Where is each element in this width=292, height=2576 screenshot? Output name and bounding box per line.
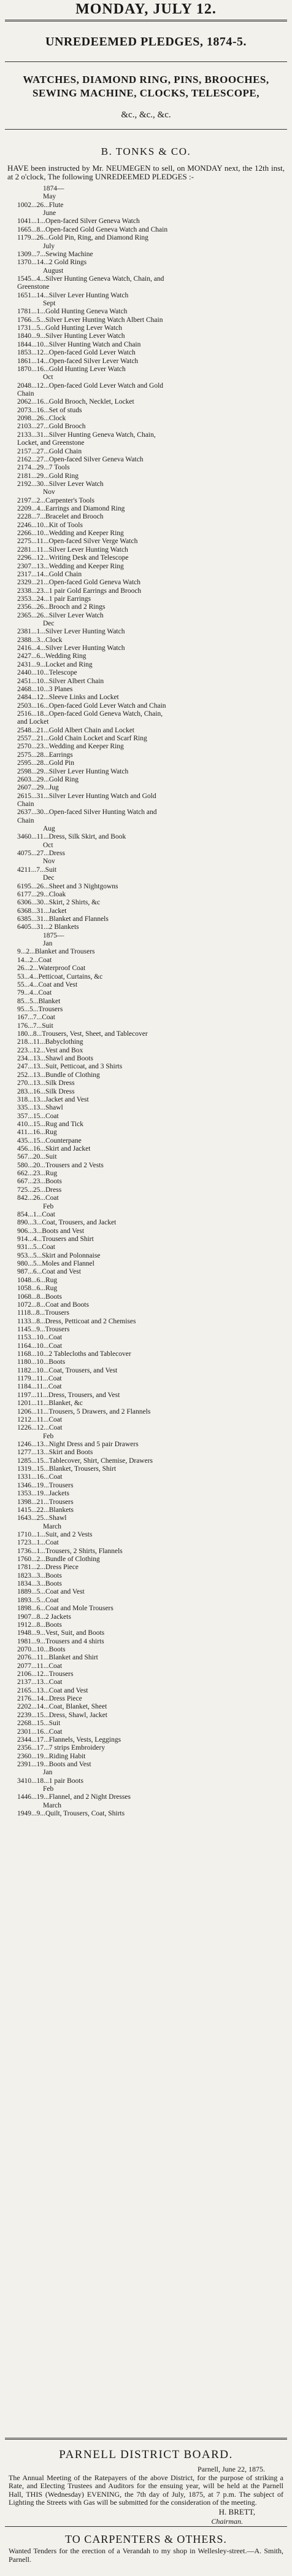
list-item: 2197...2...Carpenter's Tools (17, 496, 94, 504)
carpenters-body: Wanted Tenders for the erection of a Verandah to my shop in Wellesley-street.—A. Smith, Parnell. (9, 2546, 283, 2564)
list-item: 2157...27...Gold Chain (17, 447, 82, 455)
list-period-heading: Nov (43, 858, 55, 866)
list-item: 1731...5...Gold Hunting Lever Watch (17, 324, 123, 332)
list-item: 2228...7...Bracelet and Brooch (17, 513, 104, 521)
list-item: 2165...13...Coat and Vest (17, 1686, 88, 1694)
list-period-heading: Dec (43, 874, 55, 882)
list-period-heading: Aug (43, 825, 55, 833)
list-item: 1781...2...Dress Piece (17, 1564, 79, 1572)
list-item: 1912...8...Boots (17, 1621, 62, 1629)
list-item: 2516...18...Open-faced Gold Geneva Watch, Chain, (17, 710, 163, 718)
list-item: 1285...15...Tablecover, Shirt, Chemise, Drawers (17, 1457, 153, 1465)
list-item: 1823...3...Boots (17, 1572, 62, 1580)
list-item: 6177...29...Cloak (17, 890, 66, 898)
list-period-heading: Feb (43, 1202, 54, 1210)
list-item: 357...15...Coat (17, 1112, 59, 1120)
list-period-heading: Jan (43, 940, 53, 948)
list-item: 2307...13...Wedding and Keeper Ring (17, 562, 124, 570)
firm-name: B. TONKS & CO. (101, 146, 191, 157)
list-item: 270...13...Silk Dress (17, 1079, 75, 1087)
list-item: 1710...1...Suit, and 2 Vests (17, 1530, 93, 1538)
list-item: 2073...16...Set of studs (17, 406, 82, 414)
list-period-heading: 1875— (43, 931, 64, 939)
list-item: 1844...10...Silver Hunting Watch and Chain (17, 340, 141, 348)
list-item: 1179...11...Coat (17, 1375, 62, 1383)
masthead-date: MONDAY, JULY 12. (75, 1, 217, 17)
list-period-heading: March (43, 1801, 62, 1809)
list-item: 2106...12...Trousers (17, 1670, 74, 1678)
list-item: 2607...29...Jug (17, 784, 59, 792)
list-period-heading: Oct (43, 841, 53, 849)
list-item: 2133...31...Silver Hunting Geneva Watch, Chain, (17, 431, 156, 439)
list-item: 1766...5...Silver Lever Hunting Watch Albert Chain (17, 316, 163, 324)
list-item: 2338...23...1 pair Gold Earrings and Brooch (17, 587, 142, 595)
list-item: 2365...26...Silver Lever Watch (17, 611, 104, 619)
list-item: Chain (17, 390, 34, 397)
list-item: 1643...25...Shawl (17, 1514, 67, 1522)
list-item: 1002...26...Flute (17, 201, 64, 209)
list-item: 2317...14...Gold Chain (17, 570, 82, 578)
list-item: 1164...10...Coat (17, 1342, 63, 1350)
list-item: 1206...11...Trousers, 5 Drawers, and 2 Flannels (17, 1407, 151, 1415)
list-item: 85...5...Blanket (17, 997, 61, 1005)
list-item: 435...15...Counterpane (17, 1137, 82, 1145)
list-item: 2176...14...Dress Piece (17, 1695, 82, 1703)
list-item: 2575...28...Earrings (17, 751, 73, 759)
list-item: 987...6...Coat and Vest (17, 1268, 81, 1276)
carpenters-title: TO CARPENTERS & OTHERS. (65, 2532, 227, 2545)
list-item: 1246...13...Night Dress and 5 pair Drawers (17, 1440, 139, 1448)
list-item: 1353...19...Jackets (17, 1490, 69, 1498)
list-item: 1048...6...Rug (17, 1276, 58, 1284)
list-item: 2381...1...Silver Lever Hunting Watch (17, 628, 125, 636)
list-item: 1058...6...Rug (17, 1285, 58, 1293)
list-item: 6195...26...Sheet and 3 Nightgowns (17, 882, 118, 890)
list-item: 167...7...Coat (17, 1014, 55, 1022)
list-item: 2076...11...Blanket and Shirt (17, 1654, 98, 1662)
list-item: 2296...12...Writing Desk and Telescope (17, 554, 129, 562)
list-item: 1949...9...Quilt, Trousers, Coat, Shirts (17, 1810, 125, 1818)
list-item: 1197...11...Dress, Trousers, and Vest (17, 1391, 120, 1399)
list-item: 1665...8...Open-faced Gold Geneva Watch and Chain (17, 225, 168, 233)
list-item: 2451...10...Silver Albert Chain (17, 677, 104, 685)
list-item: 1834...3...Boots (17, 1580, 62, 1588)
list-item: 176...7...Suit (17, 1022, 53, 1030)
list-item: 2266...10...Wedding and Keeper Ring (17, 530, 124, 538)
list-item: 410...15...Rug and Tick (17, 1120, 83, 1128)
list-item: 1072...8...Coat and Boots (17, 1301, 89, 1309)
list-item: 2484...12...Sleeve Links and Locket (17, 694, 119, 702)
list-period-heading: August (43, 267, 64, 275)
list-item: 1331...16...Coat (17, 1473, 63, 1481)
list-item: 2103...27...Gold Brooch (17, 423, 86, 431)
list-item: 953...5...Skirt and Polonnaise (17, 1251, 101, 1259)
list-period-heading: 1874— (43, 185, 64, 192)
list-item: 2209...4...Earrings and Diamond Ring (17, 505, 125, 513)
board-signer: H. BRETT, (218, 2507, 255, 2516)
list-item: 2427...6...Wedding Ring (17, 652, 86, 660)
list-item: 1319...15...Blanket, Trousers, Shirt (17, 1465, 117, 1473)
list-item: 247...13...Suit, Petticoat, and 3 Shirts (17, 1063, 123, 1071)
list-item: 4211...7...Suit (17, 866, 57, 874)
list-item: 456...16...Skirt and Jacket (17, 1145, 91, 1153)
board-title: PARNELL DISTRICT BOARD. (59, 2448, 233, 2461)
list-item: Chain (17, 800, 34, 808)
list-item: 283...16...Silk Dress (17, 1087, 75, 1095)
list-item: 6385...31...Blanket and Flannels (17, 915, 109, 923)
list-item: 1398...21...Trousers (17, 1498, 74, 1506)
list-item: 2360...19...Riding Habit (17, 1752, 86, 1760)
list-item: 2098...26...Clock (17, 415, 66, 423)
list-item: 906...3...Boots and Vest (17, 1227, 85, 1235)
list-item: 1889...5...Coat and Vest (17, 1588, 85, 1596)
list-item: 1041...1...Open-faced Silver Geneva Watch (17, 217, 140, 225)
list-item: 1781...1...Gold Hunting Geneva Watch (17, 308, 128, 316)
list-item: 2275...11...Open-faced Silver Verge Watch (17, 538, 138, 546)
list-item: 914...4...Trousers and Shirt (17, 1235, 94, 1243)
list-item: 2062...16...Gold Brooch, Necklet, Locket (17, 398, 134, 406)
list-item: 1545...4...Silver Hunting Geneva Watch, Chain, and (17, 275, 164, 283)
board-signer-title: Chairman. (211, 2516, 243, 2526)
list-item: 1182...10...Coat, Trousers, and Vest (17, 1366, 118, 1374)
list-item: 4075...27...Dress (17, 850, 65, 858)
list-item: 1853...12...Open-faced Gold Lever Watch (17, 349, 136, 357)
list-item: 2391...19...Boots and Vest (17, 1761, 91, 1768)
list-item: 1180...10...Boots (17, 1358, 66, 1366)
list-item: 223...12...Vest and Box (17, 1046, 83, 1054)
list-item: 567...20...Suit (17, 1153, 57, 1161)
list-item: 1118...8...Trousers (17, 1309, 69, 1317)
list-item: 6306...30...Skirt, 2 Shirts, &c (17, 899, 101, 907)
list-item: 2356...26...Brooch and 2 Rings (17, 603, 106, 611)
list-item: 180...8...Trousers, Vest, Sheet, and Tablecover (17, 1030, 148, 1038)
list-item: 1981...9...Trousers and 4 shirts (17, 1637, 104, 1645)
list-item: 2431...9...Locket and Ring (17, 660, 93, 668)
list-item: 2181...29...Gold Ring (17, 472, 79, 480)
list-period-heading: July (43, 242, 55, 250)
list-period-heading: Sept (43, 300, 56, 308)
list-item: 2548...21...Gold Albert Chain and Locket (17, 726, 134, 734)
list-item: 2137...13...Coat (17, 1678, 63, 1686)
list-item: 95...5...Trousers (17, 1005, 63, 1013)
board-dateline: Parnell, June 22, 1875. (198, 2465, 265, 2473)
list-item: 2281...11...Silver Lever Hunting Watch (17, 546, 128, 554)
list-item: 2246...10...Kit of Tools (17, 521, 83, 529)
list-item: 2503...16...Open-faced Gold Lever Watch and Chain (17, 702, 166, 710)
list-item: 26...2...Waterproof Coat (17, 965, 86, 973)
list-item: 6368...31...Jacket (17, 907, 67, 915)
list-item: 3460...11...Dress, Silk Skirt, and Book (17, 833, 126, 841)
list-item: 318...13...Jacket and Vest (17, 1095, 89, 1103)
list-item: 2416...4...Silver Lever Hunting Watch (17, 644, 125, 652)
list-item: 662...23...Rug (17, 1170, 58, 1178)
list-item: 580...20...Trousers and 2 Vests (17, 1161, 104, 1169)
list-item: 2353...24...1 pair Earrings (17, 595, 91, 603)
list-item: 1370...14...2 Gold Rings (17, 259, 87, 267)
list-item: 2440...10...Telescope (17, 669, 77, 677)
list-item: 1277...13...Skirt and Boots (17, 1449, 93, 1457)
headline: UNREDEEMED PLEDGES, 1874-5. (45, 35, 247, 49)
list-item: 1898...6...Coat and Mole Trousers (17, 1605, 113, 1613)
list-item: 931...5...Coat (17, 1243, 55, 1251)
list-period-heading: Dec (43, 620, 55, 628)
list-item: 980...5...Moles and Flannel (17, 1260, 94, 1268)
list-period-heading: June (43, 209, 56, 217)
list-item: 252...13...Bundle of Clothing (17, 1071, 100, 1079)
list-item: and Locket (17, 718, 49, 726)
list-item: 1736...1...Trousers, 2 Shirts, Flannels (17, 1547, 123, 1555)
list-item: 2192...30...Silver Lever Watch (17, 480, 104, 488)
list-item: 6405...31...2 Blankets (17, 923, 79, 931)
list-item: 9...2...Blanket and Trousers (17, 948, 95, 956)
list-item: 2356...17...7 strips Embroidery (17, 1744, 106, 1752)
list-item: Locket, and Greenstone (17, 439, 85, 447)
list-item: 2048...12...Open-faced Gold Lever Watch and Gold (17, 382, 164, 390)
list-item: 1346...19...Trousers (17, 1481, 74, 1489)
list-item: 2603...29...Gold Ring (17, 775, 79, 783)
list-item: 2077...11...Coat (17, 1662, 63, 1670)
list-item: 2329...21...Open-faced Gold Geneva Watch (17, 579, 141, 587)
list-item: 1723...1...Coat (17, 1539, 59, 1547)
list-item: 1907...8...2 Jackets (17, 1613, 71, 1621)
list-item: 1840...9...Silver Hunting Lever Watch (17, 332, 125, 340)
list-item: 2598...29...Silver Lever Hunting Watch (17, 767, 129, 775)
list-item: 218...11...Babyclothing (17, 1038, 83, 1046)
list-period-heading: Feb (43, 1432, 54, 1440)
list-item: 1309...7...Sewing Machine (17, 250, 93, 258)
list-item: 667...23...Boots (17, 1178, 62, 1186)
list-period-heading: May (43, 193, 56, 201)
list-item: 1201...11...Blanket, &c (17, 1400, 83, 1407)
list-item: 1893...5...Coat (17, 1596, 59, 1604)
list-item: 1446...19...Flannel, and 2 Night Dresses (17, 1793, 131, 1801)
list-item: 53...4...Petticoat, Curtains, &c (17, 973, 103, 981)
list-item: 1184...11...Coat (17, 1383, 62, 1391)
subheadline-etc: &c., &c., &c. (121, 110, 171, 120)
list-item: 2468...10...3 Planes (17, 685, 73, 693)
list-item: 1861...14...Open-faced Silver Lever Watch (17, 357, 139, 365)
list-item: 1153...10...Coat (17, 1334, 63, 1342)
pledge-list (0, 181, 292, 1818)
list-item: 2070...10...Boots (17, 1645, 66, 1653)
list-item: 2557...21...Gold Chain Locket and Scarf Ring (17, 735, 147, 743)
list-item: 2615...31...Silver Lever Hunting Watch and Gold (17, 792, 156, 800)
list-item: 1068...8...Boots (17, 1293, 62, 1301)
subheadline: WATCHES, DIAMOND RING, PINS, BROOCHES, SEWING MACHINE, CLOCKS, TELESCOPE, (23, 74, 269, 99)
list-item: 1415...22...Blankets (17, 1506, 74, 1514)
board-body (0, 2465, 292, 2507)
list-period-heading: March (43, 1522, 62, 1530)
board-text: The Annual Meeting of the Ratepayers of the above District, for the purpose of striking a Rate, and Electing Trustees and Auditors for the ensuing year, will be held at the Parnell Hall, THIS (Wednesday) EVENING, the 7th day of July, 1875, at 7 p.m. The subject of Lighting the Streets with Gas will be submitted for the consideration of the meeting. (9, 2473, 283, 2507)
list-item: 1226...12...Coat (17, 1424, 63, 1432)
list-item: 79...4...Coat (17, 989, 52, 997)
list-item: 1651...14...Silver Lever Hunting Watch (17, 291, 129, 299)
list-period-heading: Nov (43, 488, 55, 496)
list-item: 2162...27...Open-faced Silver Geneva Watch (17, 455, 144, 463)
list-item: Greenstone (17, 283, 50, 291)
list-item: 1948...9...Vest, Suit, and Boots (17, 1629, 105, 1637)
list-item: 1145...9...Trousers (17, 1325, 70, 1333)
list-item: 842...26...Coat (17, 1194, 59, 1202)
list-item: 854...1...Coat (17, 1210, 55, 1218)
list-period-heading: Jan (43, 1769, 53, 1777)
list-period-heading: Oct (43, 374, 53, 382)
list-item: 2174...29...7 Tools (17, 464, 70, 472)
list-item: 2301...16...Coat (17, 1728, 63, 1736)
list-item: 1870...16...Gold Hunting Lever Watch (17, 365, 126, 373)
list-item: 55...4...Coat and Vest (17, 981, 78, 989)
list-item: 2268...15...Suit (17, 1720, 61, 1728)
list-item: 14...2...Coat (17, 956, 52, 964)
list-item: 1760...2...Bundle of Clothing (17, 1556, 100, 1564)
list-item: 3410...18...1 pair Boots (17, 1777, 83, 1785)
list-item: 2637...30...Open-faced Silver Hunting Watch and (17, 808, 157, 816)
list-item: 1179...26...Gold Pin, Ring, and Diamond Ring (17, 234, 148, 242)
list-item: 2388...3...Clock (17, 636, 63, 644)
list-item: 1133...8...Dress, Petticoat and 2 Chemises (17, 1317, 136, 1325)
list-item: 2344...17...Flannels, Vests, Leggings (17, 1736, 121, 1744)
list-item: 234...13...Shawl and Boots (17, 1055, 93, 1063)
list-item: 2202...14...Coat, Blanket, Sheet (17, 1703, 107, 1711)
list-item: 725...25...Dress (17, 1186, 62, 1194)
list-item: 2570...23...Wedding and Keeper Ring (17, 743, 124, 751)
list-item: 2239...15...Dress, Shawl, Jacket (17, 1711, 107, 1719)
bottom-notices (0, 2438, 292, 2564)
list-period-heading: Feb (43, 1785, 54, 1793)
list-item: 2595...28...Gold Pin (17, 759, 74, 767)
list-item: 411...16...Rug (17, 1129, 57, 1137)
list-item: Chain (17, 816, 34, 824)
list-item: 1168...10...2 Tablecloths and Tablecover (17, 1350, 131, 1358)
list-item: 890...3...Coat, Trousers, and Jacket (17, 1219, 117, 1227)
auction-intro: HAVE been instructed by Mr. NEUMEGEN to sell, on MONDAY next, the 12th inst, at 2 o'clock, The following UNREDEEMED PLEDGES :- (7, 163, 285, 181)
list-item: 1212...11...Coat (17, 1415, 63, 1423)
list-item: 335...13...Shawl (17, 1104, 63, 1112)
